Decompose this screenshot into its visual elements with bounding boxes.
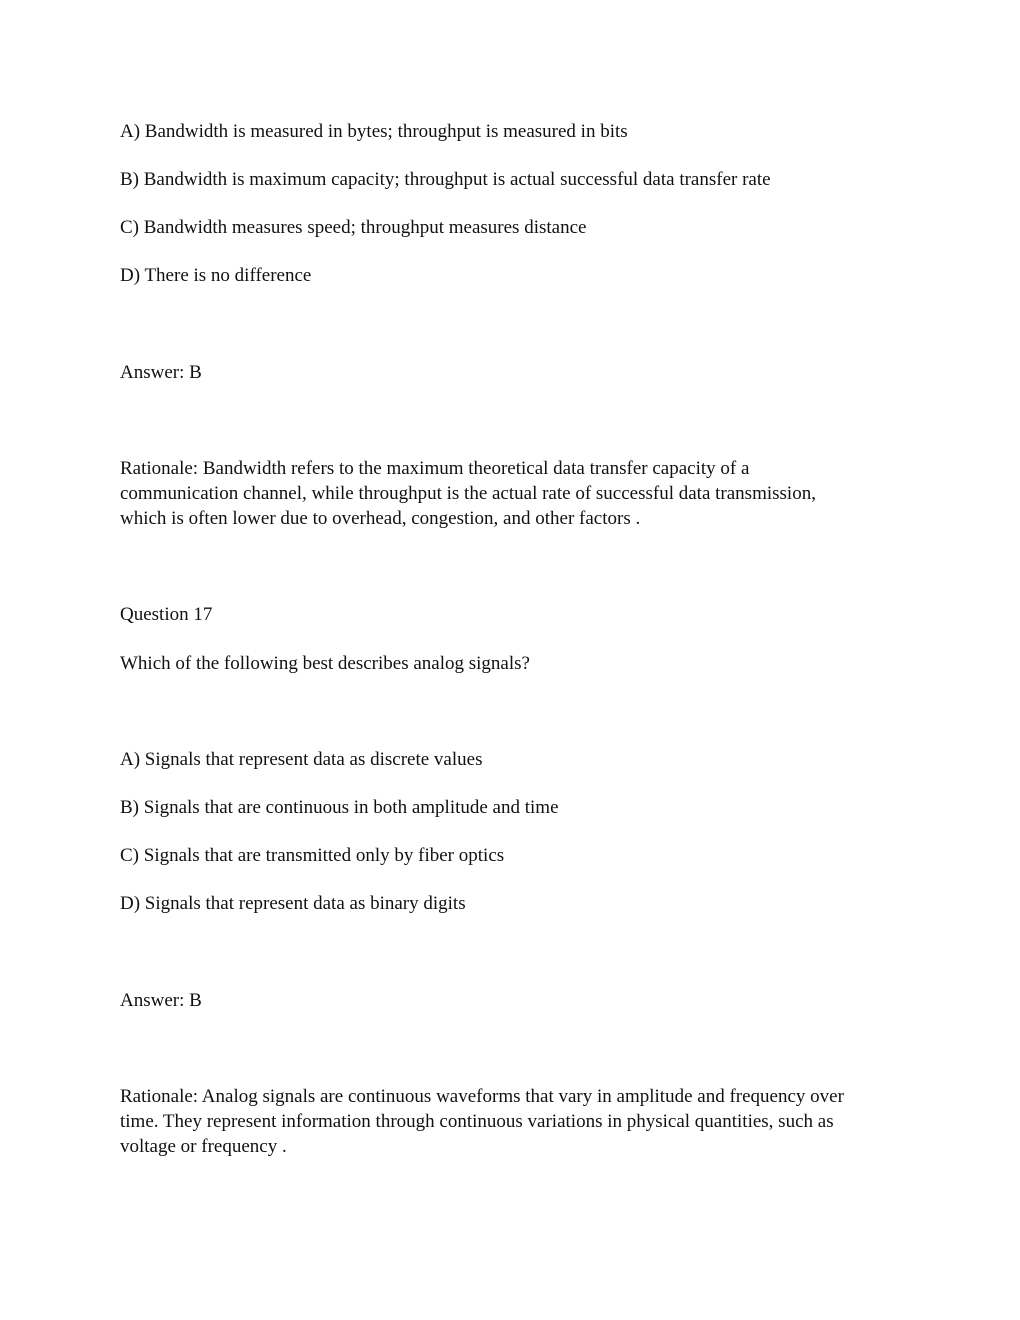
rationale-line-2: communication channel, while throughput is the actual rate of successful data transmission, bbox=[120, 483, 816, 504]
answer-text: Answer: B bbox=[120, 362, 202, 383]
option-b: B) Signals that are continuous in both amplitude and time bbox=[120, 797, 559, 818]
question-prompt: Which of the following best describes analog signals? bbox=[120, 653, 530, 674]
option-a: A) Signals that represent data as discrete values bbox=[120, 749, 483, 770]
rationale-line-2: time. They represent information through continuous variations in physical quantities, such as bbox=[120, 1111, 834, 1132]
option-a: A) Bandwidth is measured in bytes; throughput is measured in bits bbox=[120, 121, 628, 142]
answer-text: Answer: B bbox=[120, 990, 202, 1011]
option-d: D) There is no difference bbox=[120, 265, 312, 286]
rationale-line-1: Rationale: Bandwidth refers to the maximum theoretical data transfer capacity of a bbox=[120, 458, 750, 479]
option-c: C) Bandwidth measures speed; throughput measures distance bbox=[120, 217, 587, 238]
question-heading: Question 17 bbox=[120, 604, 213, 625]
rationale-line-3: which is often lower due to overhead, congestion, and other factors . bbox=[120, 508, 641, 529]
option-c: C) Signals that are transmitted only by fiber optics bbox=[120, 845, 505, 866]
rationale-line-3: voltage or frequency . bbox=[120, 1136, 287, 1157]
rationale-line-1: Rationale: Analog signals are continuous waveforms that vary in amplitude and frequency over bbox=[120, 1086, 844, 1107]
option-d: D) Signals that represent data as binary digits bbox=[120, 893, 466, 914]
option-b: B) Bandwidth is maximum capacity; throughput is actual successful data transfer rate bbox=[120, 169, 771, 190]
